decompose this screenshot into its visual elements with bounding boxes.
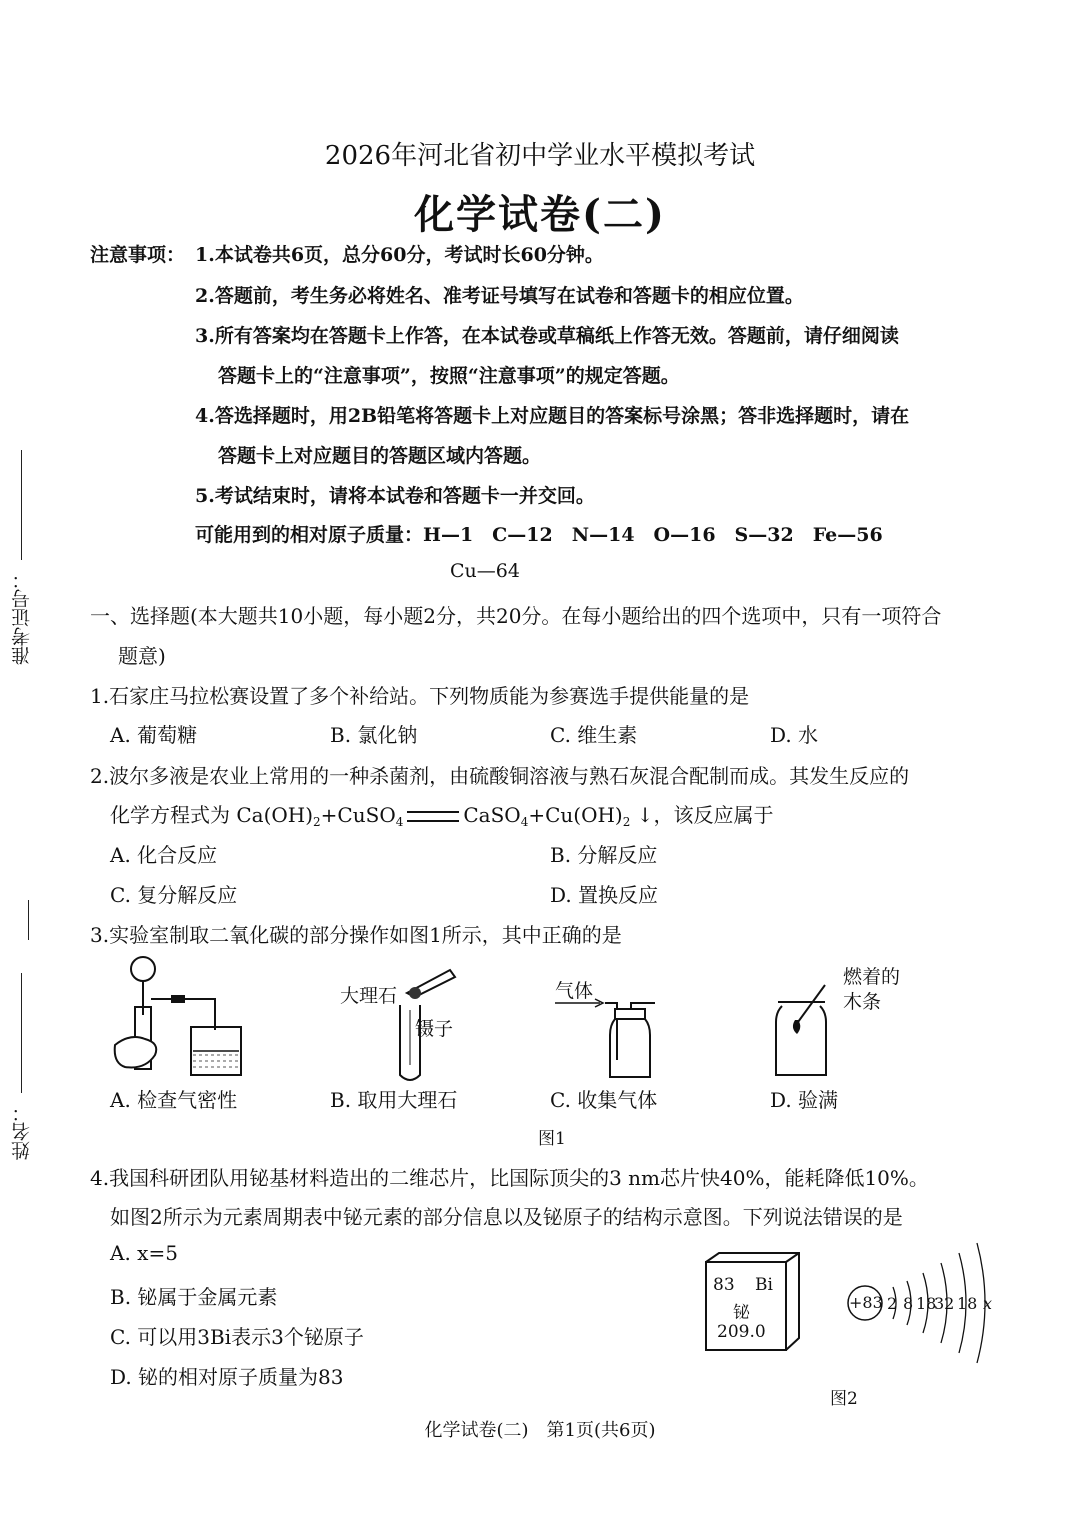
- eq-equals-sign: [407, 811, 459, 822]
- q4-option-c: C. 可以用3Bi表示3个铋原子: [110, 1325, 364, 1349]
- q4-option-b: B. 铋属于金属元素: [110, 1285, 278, 1309]
- label-stick: 木条: [843, 991, 882, 1013]
- label-tweezers: 镊子: [415, 1018, 454, 1040]
- q2-option-b: B. 分解反应: [550, 843, 658, 867]
- shell-6: x: [983, 1294, 993, 1313]
- figure-1-caption: 图1: [538, 1129, 566, 1149]
- figure-check-full: [770, 980, 840, 1080]
- section-heading: 一、选择题(本大题共10小题，每小题2分，共20分。在每小题给出的四个选项中，只有一项符合: [90, 604, 942, 628]
- shell-5: 18: [957, 1294, 978, 1313]
- figure-2-caption: 图2: [830, 1389, 858, 1409]
- q2-option-a: A. 化合反应: [110, 843, 218, 867]
- eq-reactant-1: 化学方程式为 Ca(OH): [110, 803, 314, 827]
- eq-suffix: ，该反应属于: [653, 803, 774, 827]
- sidebar-exam-number: [8, 450, 35, 665]
- notes-label: 注意事项：: [90, 244, 186, 266]
- q2-option-d: D. 置换反应: [550, 883, 659, 907]
- figure-airtightness-check: [105, 955, 255, 1080]
- note-item-2: 2.答题前，考生务必将姓名、准考证号填写在试卷和答题卡的相应位置。: [195, 285, 804, 307]
- eq-subscript: 4: [395, 815, 404, 829]
- label-burning: 燃着的: [843, 966, 901, 988]
- note-item-4b: 答题卡上对应题目的答题区域内答题。: [218, 445, 542, 467]
- q4-stem: 4.我国科研团队用铋基材料造出的二维芯片，比国际顶尖的3 nm芯片快40%，能耗降低10%。: [90, 1166, 929, 1190]
- paper-title: 化学试卷(二): [414, 191, 666, 238]
- note-item-3: 3.所有答案均在答题卡上作答，在本试卷或草稿纸上作答无效。答题前，请仔细阅读: [195, 325, 899, 347]
- q2-option-c: C. 复分解反应: [110, 883, 238, 907]
- exam-title: 2026年河北省初中学业水平模拟考试: [324, 141, 756, 171]
- q1-option-a: A. 葡萄糖: [110, 723, 198, 747]
- page-footer: 化学试卷(二) 第1页(共6页): [424, 1420, 656, 1441]
- sidebar-divider: [28, 900, 29, 940]
- section-heading-2: 题意): [118, 644, 166, 668]
- atomic-mass-line-2: Cu—64: [450, 560, 520, 582]
- figure-take-marble: [395, 965, 465, 1085]
- q2-stem: 2.波尔多液是农业上常用的一种杀菌剂，由硫酸铜溶液与熟石灰混合配制而成。其发生反应的: [90, 764, 910, 788]
- note-item-4: 4.答选择题时，用2B铅笔将答题卡上对应题目的答案标号涂黑；答非选择题时，请在: [195, 405, 910, 427]
- element-symbol: Bi: [755, 1275, 773, 1295]
- eq-subscript: 2: [622, 815, 631, 829]
- note-item-1: 1.本试卷共6页，总分60分，考试时长60分钟。: [195, 244, 604, 266]
- exam-number-label: 准考证号：: [11, 570, 33, 665]
- eq-reactant-2: +CuSO: [320, 803, 396, 827]
- q4-option-a: A. x=5: [110, 1241, 178, 1265]
- shell-2: 8: [903, 1294, 914, 1313]
- q3-option-c: C. 收集气体: [550, 1088, 658, 1112]
- eq-product-1: CaSO: [463, 803, 521, 827]
- q1-option-c: C. 维生素: [550, 723, 638, 747]
- q3-option-a: A. 检查气密性: [110, 1088, 238, 1112]
- element-name: 铋: [733, 1303, 750, 1323]
- label-gas: 气体: [555, 980, 594, 1002]
- eq-subscript: 2: [313, 815, 321, 829]
- shell-1: 2: [887, 1294, 898, 1313]
- element-number: 83: [713, 1275, 735, 1295]
- q3-stem: 3.实验室制取二氧化碳的部分操作如图1所示，其中正确的是: [90, 923, 622, 947]
- label-marble: 大理石: [340, 985, 398, 1007]
- exam-number-line: [22, 450, 23, 560]
- sidebar-name: [8, 960, 35, 1160]
- q4-option-d: D. 铋的相对原子质量为83: [110, 1365, 344, 1389]
- eq-product-2: +Cu(OH): [528, 803, 623, 827]
- figure-collect-gas: [555, 995, 665, 1085]
- precipitate-arrow-icon: ↓: [630, 803, 654, 827]
- q1-option-b: B. 氯化钠: [330, 723, 418, 747]
- name-line: [22, 973, 23, 1093]
- note-item-3b: 答题卡上的“注意事项”，按照“注意事项”的规定答题。: [218, 365, 680, 387]
- q1-stem: 1.石家庄马拉松赛设置了多个补给站。下列物质能为参赛选手提供能量的是: [90, 684, 750, 708]
- q3-option-b: B. 取用大理石: [330, 1088, 458, 1112]
- q2-equation: [110, 799, 773, 828]
- q1-option-d: D. 水: [770, 723, 819, 747]
- atom-nucleus: +83: [849, 1293, 883, 1312]
- q4-stem-2: 如图2所示为元素周期表中铋元素的部分信息以及铋原子的结构示意图。下列说法错误的是: [110, 1205, 903, 1229]
- name-label: 姓名：: [11, 1103, 33, 1160]
- shell-4: 32: [934, 1294, 955, 1313]
- q3-option-d: D. 验满: [770, 1088, 839, 1112]
- element-mass: 209.0: [717, 1322, 766, 1342]
- eq-subscript: 4: [520, 815, 529, 829]
- note-item-5: 5.考试结束时，请将本试卷和答题卡一并交回。: [195, 485, 595, 507]
- shell-3: 18: [916, 1294, 937, 1313]
- atomic-mass-line: 可能用到的相对原子质量：H—1 C—12 N—14 O—16 S—32 Fe—56: [195, 524, 883, 546]
